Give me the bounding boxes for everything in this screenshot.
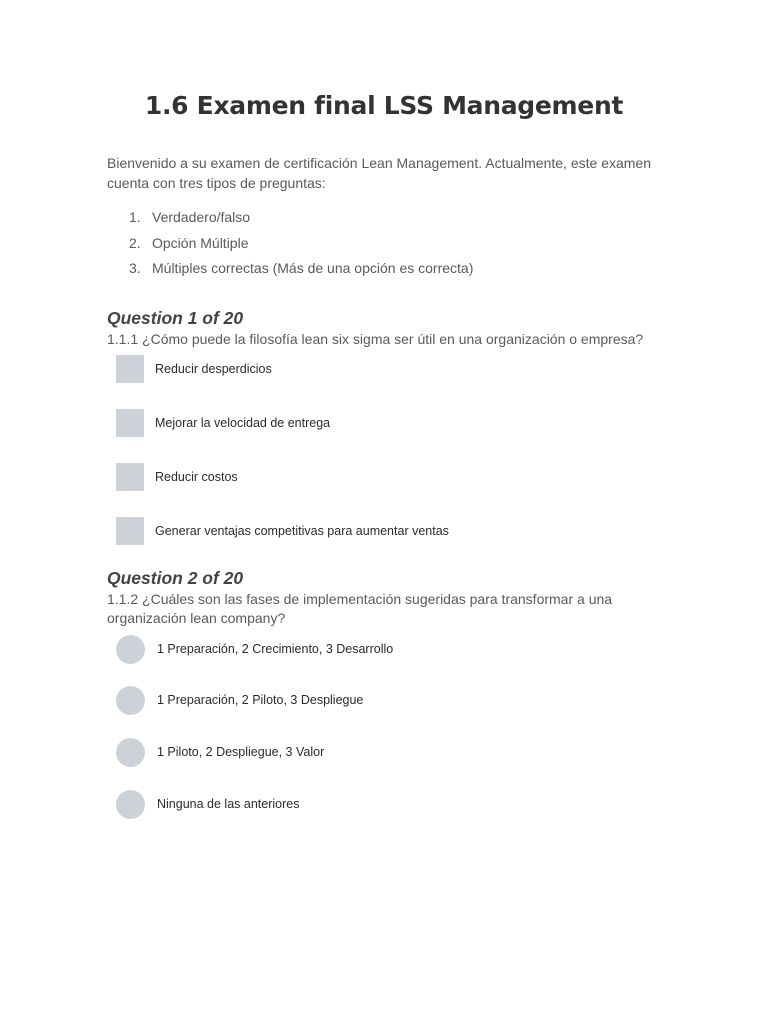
- question-1-text: 1.1.1 ¿Cómo puede la filosofía lean six sigma ser útil en una organización o empresa?: [107, 331, 644, 347]
- page-title: 1.6 Examen final LSS Management: [144, 91, 624, 120]
- q2-option-4[interactable]: [116, 790, 299, 818]
- question-type-label: Verdadero/falso: [152, 209, 251, 225]
- checkbox[interactable]: [116, 355, 144, 383]
- checkbox[interactable]: [116, 463, 144, 491]
- question-type-label: Opción Múltiple: [152, 234, 249, 251]
- option-label: Generar ventajas competitivas para aumentar ventas: [155, 524, 449, 538]
- question-2-text: 1.1.2 ¿Cuáles son las fases de implementación sugeridas para transformar a una organización lean company?: [107, 591, 613, 626]
- option-label: Ninguna de las anteriores: [157, 797, 300, 811]
- list-number: 2.: [129, 234, 141, 251]
- question-types-list: [107, 208, 473, 285]
- question-2-heading: Question 2 of 20: [107, 568, 244, 588]
- q2-option-1[interactable]: [116, 635, 393, 663]
- question-type-item: [107, 259, 473, 285]
- list-number: 3.: [129, 260, 141, 276]
- option-label: 1 Preparación, 2 Crecimiento, 3 Desarrollo: [157, 642, 394, 656]
- option-label: Mejorar la velocidad de entrega: [155, 416, 331, 430]
- question-type-label: Múltiples correctas (Más de una opción es correcta): [152, 260, 474, 276]
- q1-option-3[interactable]: [116, 463, 238, 491]
- radio-button[interactable]: [116, 686, 145, 715]
- radio-button[interactable]: [116, 738, 145, 767]
- question-type-item: [107, 208, 473, 234]
- q1-option-2[interactable]: [116, 409, 330, 437]
- radio-button[interactable]: [116, 635, 145, 664]
- q1-option-1[interactable]: [116, 355, 272, 383]
- intro-paragraph: Bienvenido a su examen de certificación Lean Management. Actualmente, este examen cuenta con tres tipos de preguntas:: [107, 155, 651, 191]
- option-label: 1 Piloto, 2 Despliegue, 3 Valor: [157, 745, 325, 759]
- option-label: Reducir desperdicios: [155, 362, 272, 376]
- q1-option-4[interactable]: [116, 517, 449, 545]
- q2-option-2[interactable]: [116, 686, 363, 714]
- question-type-item: [107, 234, 473, 260]
- question-1-heading: Question 1 of 20: [107, 308, 244, 328]
- radio-button[interactable]: [116, 790, 145, 819]
- q2-option-3[interactable]: [116, 738, 324, 766]
- checkbox[interactable]: [116, 409, 144, 437]
- option-label: Reducir costos: [155, 470, 238, 484]
- list-number: 1.: [129, 209, 141, 225]
- option-label: 1 Preparación, 2 Piloto, 3 Despliegue: [157, 693, 364, 707]
- checkbox[interactable]: [116, 517, 144, 545]
